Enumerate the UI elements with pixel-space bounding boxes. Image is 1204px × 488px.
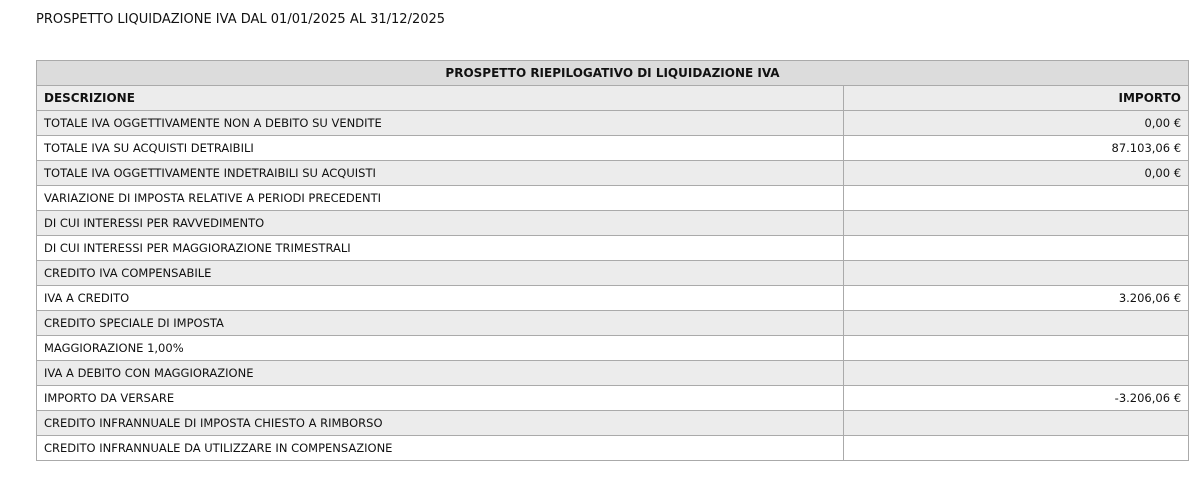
row-amount: [844, 336, 1189, 361]
row-description: TOTALE IVA SU ACQUISTI DETRAIBILI: [37, 136, 844, 161]
row-amount: [844, 236, 1189, 261]
table-row: [37, 186, 1189, 211]
row-amount: 87.103,06 €: [844, 136, 1189, 161]
row-description: MAGGIORAZIONE 1,00%: [37, 336, 844, 361]
table-title: PROSPETTO RIEPILOGATIVO DI LIQUIDAZIONE IVA: [37, 61, 1189, 86]
table-title-row: [37, 61, 1189, 86]
table-row: [37, 386, 1189, 411]
row-description: CREDITO SPECIALE DI IMPOSTA: [37, 311, 844, 336]
table-row: [37, 211, 1189, 236]
table-row: [37, 111, 1189, 136]
row-description: DI CUI INTERESSI PER MAGGIORAZIONE TRIMESTRALI: [37, 236, 844, 261]
row-description: DI CUI INTERESSI PER RAVVEDIMENTO: [37, 211, 844, 236]
row-amount: 0,00 €: [844, 111, 1189, 136]
row-description: TOTALE IVA OGGETTIVAMENTE NON A DEBITO SU VENDITE: [37, 111, 844, 136]
row-description: CREDITO INFRANNUALE DI IMPOSTA CHIESTO A RIMBORSO: [37, 411, 844, 436]
table-row: [37, 161, 1189, 186]
table-row: [37, 286, 1189, 311]
table-row: [37, 361, 1189, 386]
page-title: PROSPETTO LIQUIDAZIONE IVA DAL 01/01/2025 AL 31/12/2025: [36, 12, 446, 27]
table-row: [37, 336, 1189, 361]
row-amount: 0,00 €: [844, 161, 1189, 186]
row-amount: [844, 361, 1189, 386]
row-amount: [844, 186, 1189, 211]
row-description: IVA A DEBITO CON MAGGIORAZIONE: [37, 361, 844, 386]
table-row: [37, 436, 1189, 461]
table-row: [37, 136, 1189, 161]
row-description: CREDITO IVA COMPENSABILE: [37, 261, 844, 286]
table-row: [37, 261, 1189, 286]
iva-summary-table: [36, 60, 1189, 461]
table-body: [37, 111, 1189, 461]
table-row: [37, 411, 1189, 436]
row-amount: [844, 436, 1189, 461]
column-header-descrizione: DESCRIZIONE: [37, 86, 844, 111]
row-amount: 3.206,06 €: [844, 286, 1189, 311]
row-description: IVA A CREDITO: [37, 286, 844, 311]
row-amount: [844, 261, 1189, 286]
row-amount: [844, 311, 1189, 336]
row-amount: [844, 411, 1189, 436]
row-amount: -3.206,06 €: [844, 386, 1189, 411]
row-description: CREDITO INFRANNUALE DA UTILIZZARE IN COMPENSAZIONE: [37, 436, 844, 461]
table-row: [37, 236, 1189, 261]
row-description: IMPORTO DA VERSARE: [37, 386, 844, 411]
row-amount: [844, 211, 1189, 236]
row-description: VARIAZIONE DI IMPOSTA RELATIVE A PERIODI PRECEDENTI: [37, 186, 844, 211]
column-header-importo: IMPORTO: [844, 86, 1189, 111]
table-row: [37, 311, 1189, 336]
row-description: TOTALE IVA OGGETTIVAMENTE INDETRAIBILI SU ACQUISTI: [37, 161, 844, 186]
table-header-row: [37, 86, 1189, 111]
